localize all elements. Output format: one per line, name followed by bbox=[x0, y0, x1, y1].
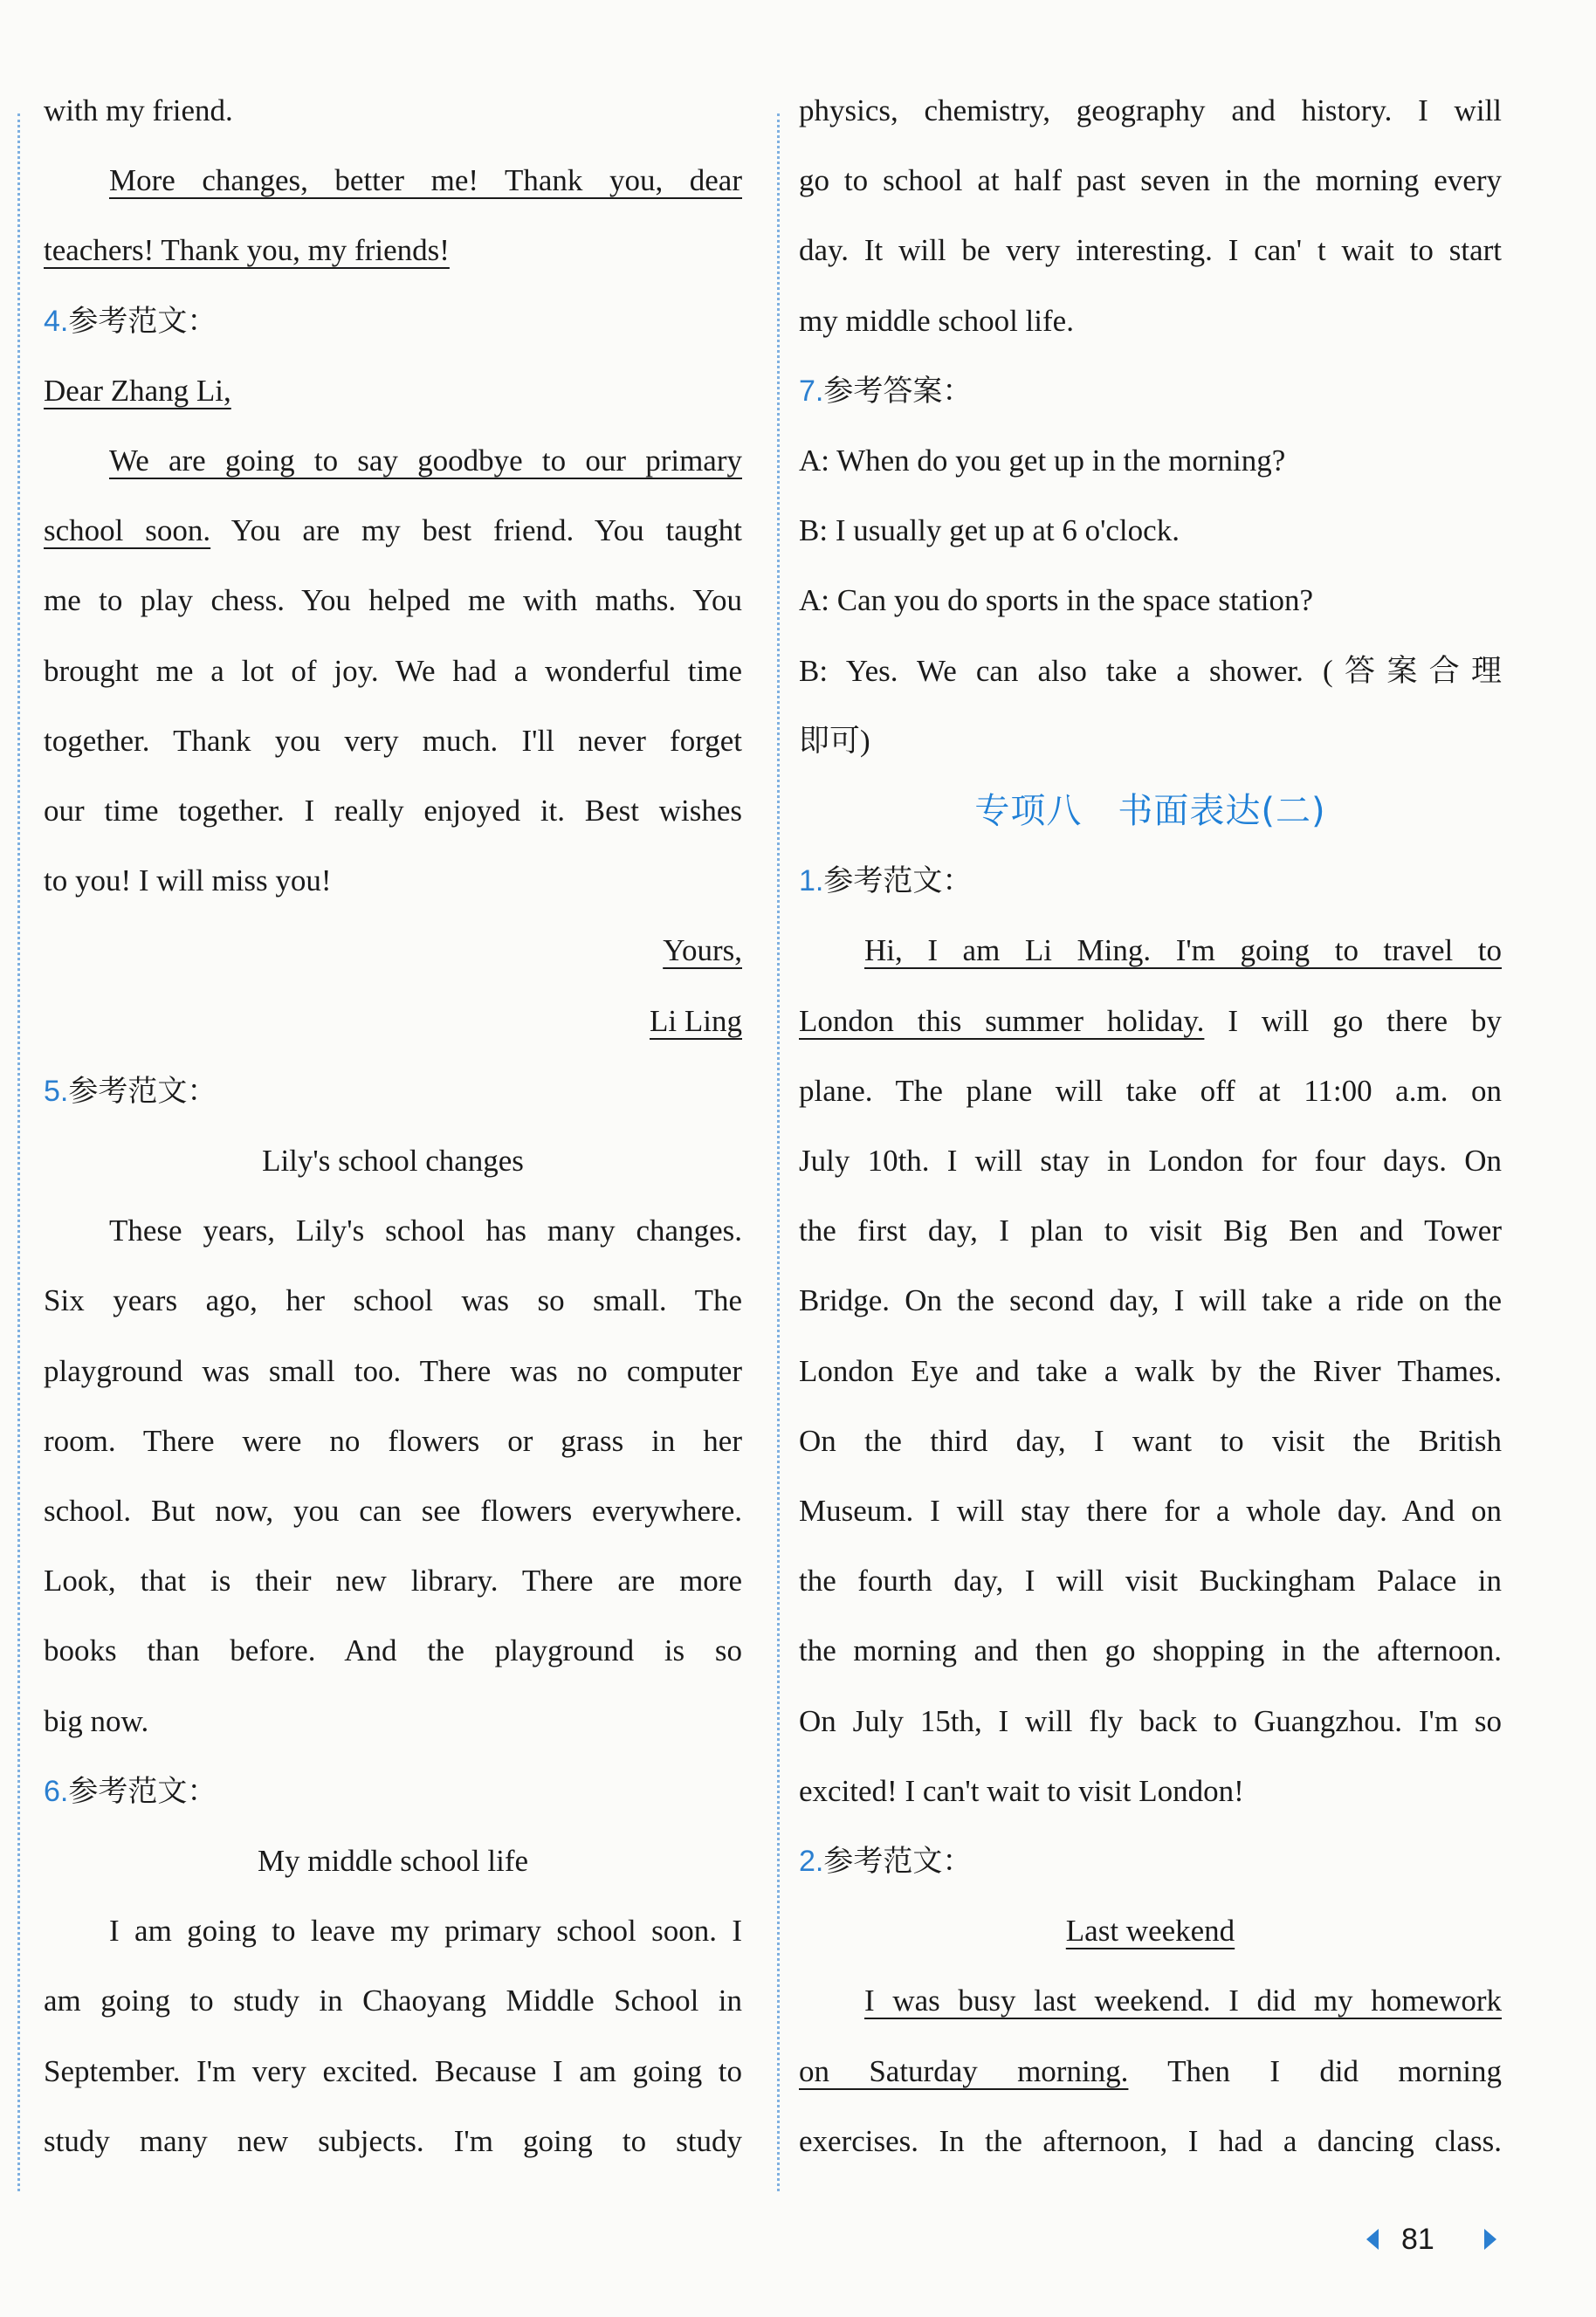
text-segment: to you! I will miss you! bbox=[44, 863, 332, 898]
text-segment: More changes, better me! Thank you, dear bbox=[109, 163, 742, 198]
text-segment: B: I usually get up at 6 o'clock. bbox=[799, 513, 1180, 548]
text-line bbox=[799, 929, 1502, 973]
text-line bbox=[799, 1909, 1502, 1953]
text-segment: Hi, I am Li Ming. I'm going to travel to bbox=[864, 933, 1502, 968]
text-segment: On the third day, I want to visit the British bbox=[799, 1423, 1502, 1458]
text-segment: the first day, I plan to visit Big Ben and Tower bbox=[799, 1214, 1502, 1248]
question-number: 6. bbox=[44, 1774, 69, 1808]
text-line bbox=[44, 1420, 742, 1463]
text-segment: brought me a lot of joy. We had a wonderful time bbox=[44, 653, 742, 688]
text-line bbox=[44, 439, 742, 483]
text-line bbox=[44, 89, 742, 133]
question-number: 7. bbox=[799, 374, 824, 408]
text-line bbox=[44, 1629, 742, 1673]
text-line bbox=[799, 1489, 1502, 1533]
page-number: 81 bbox=[1401, 2223, 1434, 2256]
section-title: 专项八 书面表达(二) bbox=[974, 791, 1326, 831]
text-line bbox=[44, 159, 742, 203]
question-heading bbox=[799, 369, 1502, 413]
text-line bbox=[44, 929, 742, 973]
text-segment: On July 15th, I will fly back to Guangzhou. I'm so bbox=[799, 1703, 1502, 1738]
text-line bbox=[44, 2050, 742, 2094]
text-segment: physics, chemistry, geography and history. I will bbox=[799, 93, 1502, 127]
text-line bbox=[799, 1700, 1502, 1743]
text-line bbox=[44, 1979, 742, 2023]
text-line bbox=[44, 1350, 742, 1393]
text-line bbox=[44, 789, 742, 833]
text-line bbox=[799, 1209, 1502, 1253]
text-line bbox=[799, 1559, 1502, 1603]
text-segment: A: Can you do sports in the space station? bbox=[799, 583, 1314, 618]
text-segment: playground was small too. There was no computer bbox=[44, 1353, 742, 1388]
question-heading bbox=[44, 1069, 742, 1113]
text-segment: study many new subjects. I'm going to study bbox=[44, 2123, 742, 2158]
text-segment: excited! I can't wait to visit London! bbox=[799, 1773, 1244, 1808]
text-segment: teachers! Thank you, my friends! bbox=[44, 233, 450, 268]
text-line bbox=[44, 1559, 742, 1603]
text-line bbox=[44, 369, 742, 413]
text-line bbox=[799, 1420, 1502, 1463]
text-line bbox=[799, 1979, 1502, 2023]
question-label: 参考范文： bbox=[68, 303, 217, 339]
text-segment: Then I did morning bbox=[1128, 2053, 1502, 2088]
question-label: 参考范文： bbox=[823, 1844, 973, 1879]
text-segment: Dear Zhang Li, bbox=[44, 373, 231, 408]
text-segment: London this summer holiday. bbox=[799, 1003, 1205, 1038]
text-line bbox=[799, 1629, 1502, 1673]
text-line bbox=[44, 719, 742, 763]
text-line bbox=[44, 579, 742, 622]
text-segment: go to school at half past seven in the morning every bbox=[799, 163, 1502, 198]
text-line bbox=[44, 1209, 742, 1253]
question-number: 5. bbox=[44, 1074, 69, 1108]
text-segment: room. There were no flowers or grass in her bbox=[44, 1423, 742, 1458]
text-segment: big now. bbox=[44, 1703, 149, 1738]
text-line bbox=[44, 859, 742, 903]
text-segment: Six years ago, her school was so small. The bbox=[44, 1283, 742, 1318]
text-line bbox=[44, 1909, 742, 1953]
text-line bbox=[44, 1139, 742, 1183]
text-segment: Last weekend bbox=[1065, 1914, 1235, 1949]
text-segment: Lily's school changes bbox=[262, 1144, 524, 1178]
page-footer bbox=[1349, 2222, 1524, 2265]
question-heading bbox=[44, 1770, 742, 1813]
text-segment: We are going to say goodbye to our primary bbox=[109, 443, 742, 478]
previous-page-arrow-icon[interactable] bbox=[1366, 2229, 1379, 2250]
next-page-arrow-icon[interactable] bbox=[1484, 2229, 1496, 2250]
text-segment: September. I'm very excited. Because I am going to bbox=[44, 2053, 742, 2088]
text-segment: school. But now, you can see flowers everywhere. bbox=[44, 1494, 742, 1528]
text-line bbox=[799, 1139, 1502, 1183]
question-heading bbox=[44, 299, 742, 343]
text-segment: These years, Lily's school has many changes. bbox=[109, 1214, 742, 1248]
question-label: 参考范文： bbox=[823, 863, 973, 899]
text-segment: You are my best friend. You taught bbox=[210, 513, 743, 548]
text-segment: am going to study in Chaoyang Middle School in bbox=[44, 1984, 742, 2018]
question-number: 4. bbox=[44, 304, 69, 338]
text-segment: Yours, bbox=[663, 933, 742, 968]
text-line bbox=[44, 1279, 742, 1323]
text-line bbox=[799, 509, 1502, 553]
text-segment: London Eye and take a walk by the River Thames. bbox=[799, 1353, 1502, 1388]
text-segment: plane. The plane will take off at 11:00 a.m. on bbox=[799, 1073, 1502, 1108]
question-number: 2. bbox=[799, 1845, 824, 1878]
text-line bbox=[799, 229, 1502, 272]
text-segment: I am going to leave my primary school soon. I bbox=[109, 1914, 742, 1949]
text-segment: together. Thank you very much. I'll never forget bbox=[44, 723, 742, 758]
question-label: 参考范文： bbox=[68, 1773, 217, 1809]
text-segment: A: When do you get up in the morning? bbox=[799, 443, 1286, 478]
text-segment: on Saturday morning. bbox=[799, 2053, 1129, 2088]
text-segment: July 10th. I will stay in London for four days. On bbox=[799, 1144, 1502, 1178]
text-segment: my middle school life. bbox=[799, 303, 1074, 338]
text-segment: B: Yes. We can also take a shower. (答案合理 bbox=[799, 653, 1502, 688]
text-segment: 即可) bbox=[799, 723, 870, 758]
text-line bbox=[44, 1700, 742, 1743]
text-line bbox=[799, 2050, 1502, 2094]
text-segment: school soon. bbox=[44, 513, 211, 548]
text-line bbox=[44, 650, 742, 693]
text-line bbox=[44, 509, 742, 553]
text-segment: the fourth day, I will visit Buckingham Palace in bbox=[799, 1564, 1502, 1599]
text-segment: exercises. In the afternoon, I had a dancing class. bbox=[799, 2123, 1502, 2158]
text-line bbox=[799, 299, 1502, 343]
text-segment: I will go there by bbox=[1204, 1003, 1502, 1038]
text-line bbox=[799, 1350, 1502, 1393]
text-line bbox=[799, 439, 1502, 483]
text-segment: me to play chess. You helped me with maths. You bbox=[44, 583, 742, 618]
question-label: 参考答案： bbox=[823, 373, 973, 409]
center-dotted-divider bbox=[777, 113, 780, 2191]
text-segment: I was busy last weekend. I did my homework bbox=[864, 1984, 1502, 2018]
text-line bbox=[44, 2120, 742, 2163]
text-line bbox=[44, 1839, 742, 1883]
text-segment: day. It will be very interesting. I can' t wait to start bbox=[799, 233, 1502, 268]
text-line bbox=[799, 2120, 1502, 2163]
text-segment: Look, that is their new library. There are more bbox=[44, 1564, 742, 1599]
text-segment: our time together. I really enjoyed it. Best wishes bbox=[44, 794, 742, 828]
text-segment: the morning and then go shopping in the afternoon. bbox=[799, 1633, 1502, 1668]
text-line bbox=[799, 1770, 1502, 1813]
text-line bbox=[799, 1069, 1502, 1113]
text-line bbox=[799, 159, 1502, 203]
text-line bbox=[799, 650, 1502, 693]
text-segment: with my friend. bbox=[44, 93, 233, 127]
text-line bbox=[44, 1489, 742, 1533]
left-dotted-divider bbox=[17, 113, 20, 2191]
question-heading bbox=[799, 859, 1502, 903]
text-segment: Museum. I will stay there for a whole day. And on bbox=[799, 1494, 1502, 1528]
text-segment: Li Ling bbox=[650, 1003, 742, 1038]
text-line bbox=[799, 1000, 1502, 1043]
text-line bbox=[799, 719, 1502, 763]
text-segment: Bridge. On the second day, I will take a ride on the bbox=[799, 1283, 1502, 1318]
question-label: 参考范文： bbox=[68, 1073, 217, 1109]
text-line bbox=[799, 89, 1502, 133]
text-line bbox=[799, 1279, 1502, 1323]
question-heading bbox=[799, 1839, 1502, 1883]
text-line bbox=[44, 1000, 742, 1043]
text-segment: books than before. And the playground is so bbox=[44, 1633, 742, 1668]
text-line bbox=[44, 229, 742, 272]
question-number: 1. bbox=[799, 864, 824, 898]
text-line bbox=[799, 579, 1502, 622]
text-segment: My middle school life bbox=[257, 1844, 529, 1878]
